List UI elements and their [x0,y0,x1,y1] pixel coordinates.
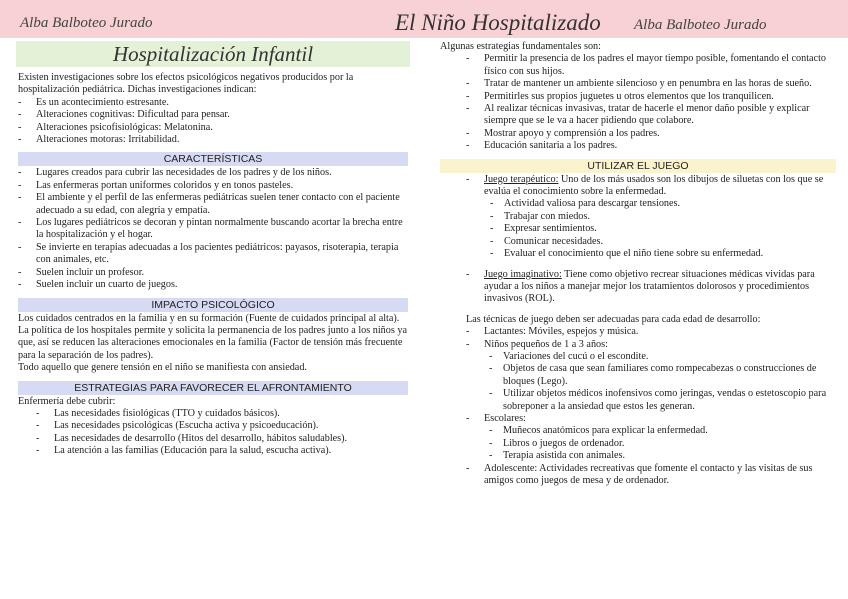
intro-list [18,97,408,147]
impacto-paragraph: Los cuidados centrados en la familia y en su formación (Fuente de cuidados principal al alta). [18,312,400,324]
list-item: - Al realizar técnicas invasivas, tratar de hacerle el menor daño posible y explicar siempre que se le va a hacer pidiendo que colabore. [440,103,836,128]
list-item: - Es un acontecimiento estresante. [18,97,408,109]
list-item: - Objetos de casa que sean familiares como rompecabezas o construcciones de bloques (Lego). [484,363,836,388]
escolares-label: Escolares: [484,412,526,424]
juego-terapeutico-block [440,174,836,261]
impacto-paragraph: La política de los hospitales permite y solicita la permanencia de los padres junto a los niños ya que, así se reducen las alteraciones emocionales en la familia (Factor de tensión más frecuente para la separación de los padres). [18,324,408,361]
list-item: - Evaluar el conocimiento que el niño tiene sobre su enfermedad. [484,248,836,260]
list-item: - Actividad valiosa para descargar tensiones. [484,198,836,210]
escolares-list [484,425,836,462]
section-heading-impacto: IMPACTO PSICOLÓGICO [18,298,408,312]
list-item: - Alteraciones motoras: Irritabilidad. [18,134,408,146]
list-item: - Las necesidades psicológicas (Escucha activa y psicoeducación). [18,420,408,432]
header-author-left: Alba Balboteo Jurado [20,15,153,31]
juego-imaginativo-block [440,269,836,306]
section-heading-juego: UTILIZAR EL JUEGO [440,159,836,173]
doc-title-banner [16,41,410,67]
list-item: - Terapia asistida con animales. [484,450,836,462]
header-title: El Niño Hospitalizado [395,10,601,35]
right-lead: Algunas estrategias fundamentales son: [440,41,601,52]
list-item: - Lactantes: Móviles, espejos y música. [440,326,836,338]
juego-imaginativo-label: Juego imaginativo: [484,268,562,280]
list-item: - El ambiente y el perfil de las enfermeras pediátricas suelen tener contacto con el paciente adecuado a su edad, con alegría y empatía. [18,192,408,217]
juego-terapeutico-label: Juego terapéutico: [484,173,559,185]
impacto-paragraph: Todo aquello que genere tensión en el niño se manifiesta con ansiedad. [18,362,307,374]
list-item: - Lugares creados para cubrir las necesidades de los padres y de los niños. [18,167,408,179]
juego-terapeutico-text: Uno de los más usados son los dibujos de siluetas con los que se evalúa el conocimiento sobre la enfermedad. [484,173,824,198]
tecnicas-list [440,326,836,487]
list-item: - Trabajar con miedos. [484,211,836,223]
right-column [440,41,836,487]
list-item [440,269,836,306]
juego-imaginativo-text: Tiene como objetivo recrear situaciones médicas vividas para ayudar a los niños a manejar mejor los tratamientos dolorosos y procedimientos invasivos (ROL). [484,268,815,305]
estrategias-lead: Enfermería debe cubrir: [18,395,116,407]
list-item: - Las necesidades de desarrollo (Hitos del desarrollo, hábitos saludables). [18,433,408,445]
juego-terapeutico-list [484,198,836,260]
caracteristicas-list [18,167,408,291]
doc-title: Hospitalización Infantil [112,42,314,66]
list-item: - Permitirles sus propios juguetes u otros elementos que los tranquilicen. [440,91,836,103]
page-header [0,0,848,38]
list-item: - Utilizar objetos médicos inofensivos como jeringas, vendas o estetoscopio para sobreponer a la ansiedad que estos les generan. [484,388,836,413]
list-item: - Suelen incluir un cuarto de juegos. [18,279,408,291]
list-item: - Muñecos anatómicos para explicar la enfermedad. [484,425,836,437]
list-item: - La atención a las familias (Educación para la salud, escucha activa). [18,445,408,457]
list-item: - Tratar de mantener un ambiente silencioso y en penumbra en las horas de sueño. [440,78,836,90]
ninos-label: Niños pequeños de 1 a 3 años: [484,338,608,350]
list-item: - Expresar sentimientos. [484,223,836,235]
ninos-list [484,351,836,413]
list-item: - Permitir la presencia de los padres el mayor tiempo posible, fomentando el contacto físico con sus hijos. [440,53,836,78]
strategies-list [440,53,836,152]
list-item: - Los lugares pediátricos se decoran y pintan normalmente buscando acortar la brecha entre la hospitalización y el hogar. [18,217,408,242]
list-item [440,413,836,463]
list-item [440,174,836,261]
list-item: - Educación sanitaria a los padres. [440,140,836,152]
list-item: - Adolescente: Actividades recreativas que fomente el contacto y las visitas de sus amigos como juegos de mesa y de ordenador. [440,463,836,488]
list-item: - Alteraciones cognitivas: Dificultad para pensar. [18,109,408,121]
list-item: - Alteraciones psicofisiológicas: Melatonina. [18,122,408,134]
list-item: - Se invierte en terapias adecuadas a los pacientes pediátricos: payasos, risoterapia, terapia con animales, etc. [18,242,408,267]
list-item: - Mostrar apoyo y comprensión a los padres. [440,128,836,140]
section-heading-caracteristicas: CARACTERÍSTICAS [18,152,408,166]
estrategias-list [18,408,408,458]
list-item: - Comunicar necesidades. [484,236,836,248]
intro-text: Existen investigaciones sobre los efectos psicológicos negativos producidos por la hospitalización pediátrica. Dichas investigaciones indican: [18,72,354,96]
tecnicas-lead: Las técnicas de juego deben ser adecuadas para cada edad de desarrollo: [466,313,761,325]
section-heading-estrategias: ESTRATEGIAS PARA FAVORECER EL AFRONTAMIENTO [18,381,408,395]
list-item: - Las enfermeras portan uniformes coloridos y en tonos pasteles. [18,180,408,192]
list-item: - Las necesidades fisiológicas (TTO y cuidados básicos). [18,408,408,420]
list-item: - Libros o juegos de ordenador. [484,438,836,450]
list-item: - Suelen incluir un profesor. [18,267,408,279]
left-column [18,72,408,458]
list-item: - Variaciones del cucú o el escondite. [484,351,836,363]
header-author-right: Alba Balboteo Jurado [634,17,767,33]
list-item [440,339,836,413]
